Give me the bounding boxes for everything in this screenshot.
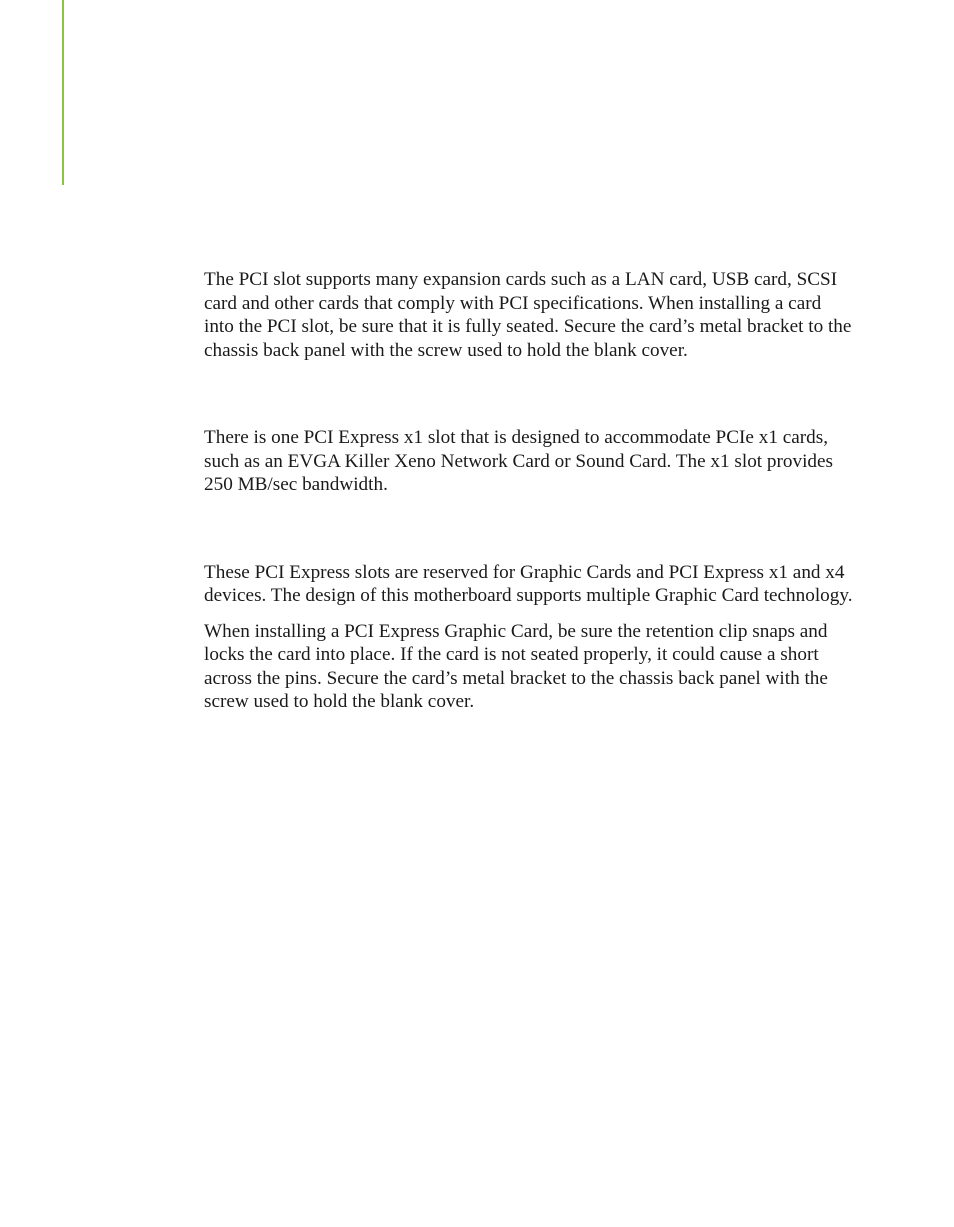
- pcie-x1-slot-paragraph: There is one PCI Express x1 slot that is designed to accommodate PCIe x1 cards, such as an EVGA Killer Xeno Network Card or Sound Card. The x1 slot provides 250 MB/sec bandwidth.: [204, 427, 833, 495]
- pci-slot-paragraph: The PCI slot supports many expansion cards such as a LAN card, USB card, SCSI card and other cards that comply with PCI specifications. When installing a card into the PCI slot, be sure that it is fully seated. Secure the card’s metal bracket to the chassis back panel with the screw used to hold the blank cover.: [204, 269, 852, 361]
- pcie-install-note-paragraph: When installing a PCI Express Graphic Card, be sure the retention clip snaps and locks the card into place. If the card is not seated properly, it could cause a short across the pins. Secure the card’s metal bracket to the chassis back panel with the screw used to hold the blank cover.: [204, 620, 828, 712]
- pcie-graphics-slots-paragraph: These PCI Express slots are reserved for Graphic Cards and PCI Express x1 and x4 devices. The design of this motherboard supports multiple Graphic Card technology.: [204, 561, 853, 606]
- document-body: [204, 268, 854, 714]
- accent-rule: [62, 0, 64, 185]
